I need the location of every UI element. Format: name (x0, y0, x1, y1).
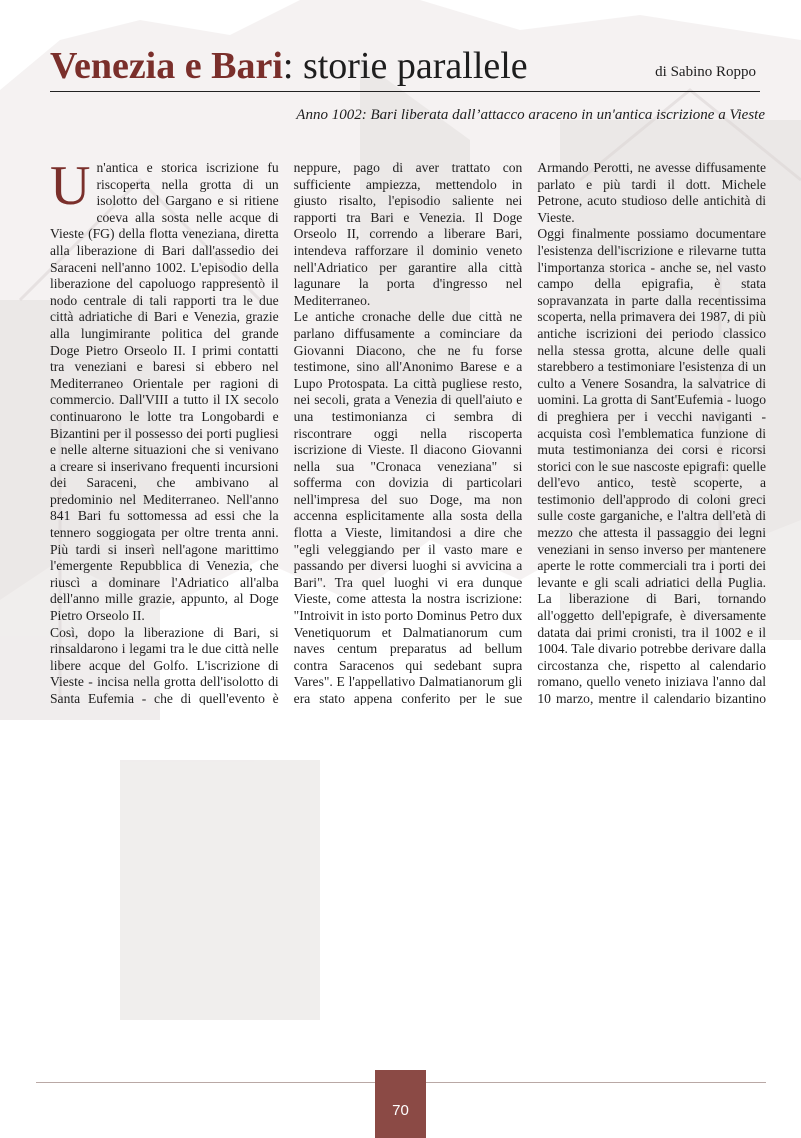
article-subtitle: Anno 1002: Bari liberata dall’attacco araceno in un'antica iscrizione a Vieste (296, 107, 765, 123)
page-number: 70 (392, 1101, 409, 1119)
paragraph: n'antica e storica iscrizione fu riscoperta nella grotta di un isolotto del Gargano e si ritiene coeva alla sosta nelle acque di Vieste (FG) della flotta veneziana, diretta alla liberazione di Bari dall'assedio dei Saraceni nell'anno 1002. L'episodio della liberazione del capoluogo rappresentò il nodo centrale di tali rapporti tra le due città adriatiche di Bari e Venezia, grazie alla lungimirante politica del grande Doge Pietro Orseolo II. I primi contatti tra veneziani e baresi si ebbero nel Mediterraneo Orientale per ragioni di commercio. Dall'VIII a tutto il IX secolo continuarono le lotte tra Longobardi e Bizantini per il possesso dei porti pugliesi e nelle alterne situazioni che si venivano a creare si inserivano frequenti incursioni dei Saraceni, che ambivano al predominio nel Mediterraneo. Nell'anno 841 Bari fu sottomessa ad essi che la tennero soggiogata per oltre trenta anni. Più tardi si inserì nell'agone marittimo l'emergente Repubblica di Venezia, che riuscì a dominare l'Adriatico all'alba dell'anno mille grazie, appunto, al Doge Pietro Orseolo II. (50, 160, 279, 624)
title-divider (50, 91, 760, 92)
paragraph: Le antiche cronache delle due città ne parlano diffusamente a cominciare da Giovanni Diacono, che ne fu forse testimone, sino all'Anonimo Barese e a Lupo Protospata. La città pugliese resto, nei secoli, grata a Venezia di quell'aiuto e una testimonianza ci sembra di riscontrare oggi nella riscoperta iscrizione di Vieste. Il diacono Giovanni nella sua "Cronaca veneziana" si sofferma con dovizia di particolari nell'impresa del suo Doge, ma non accenna esplicitamente alla sosta della flotta a Vieste, limitandosi a dire che "egli veleggiando per il vasto mare e passando per diversi luoghi si avvicina a Bari". Tra quel luoghi vi era dunque Vieste, come attesta la nostra iscrizione: "Introivit in isto porto Dominus Petro dux Venetiquorum et Dalmatianorum cum naves centum preparatus ad bellum contra Saracenos qui sedebant supra Vares". E l'appellativo Dalmatianorum gli era stato appena conferito per le sue (293, 309, 523, 705)
text-column-2 (294, 160, 523, 705)
article-body (50, 160, 766, 705)
paragraph: Oggi finalmente possiamo documentare l'esistenza dell'iscrizione e rilevarne tutta l'importanza storica - anche se, nel vasto campo della epigrafia, è stata sopravanzata in parte dalla recentissima scoperta, nella primavera dei 1987, di più antiche iscrizioni dei periodo classico nella stessa grotta, alcune delle quali starebbero a testimoniare l'esistenza di un culto a Venere Sosandra, la salvatrice di uomini. La grotta di Sant'Eufemia - luogo di preghiera per i vecchi naviganti - acquista così l'emblematica funzione di muta testimonianza dei corsi e ricorsi storici con le sue nascoste epigrafi: quelle dell'evo antico, testè scoperte, a testimonio dell'approdo di coloni greci sulle coste garganiche, e l'altra dell'età di mezzo che attesta il passaggio dei legni veneziani in senso inverso per mantenere aperte le rotte commerciali tra i porti dei levante e gli scali adriatici della Puglia. La liberazione di Bari, tornando all'oggetto dell'epigrafe, è diversamente datata dai primi cronisti, tra il 1002 e il 1004. Tale divario potrebbe derivare dalla circostanza che, rispetto al calendario romano, quello veneto iniziava l'anno dal 10 marzo, mentre il calendario bizantino (537, 226, 767, 705)
article-title (50, 40, 528, 92)
drop-cap: U (50, 160, 91, 217)
text-column-1 (50, 160, 279, 705)
article-title-highlight: Venezia e Bari (50, 45, 283, 87)
paragraph: Così, dopo la liberazione di Bari, si rinsaldarono i legami tra le due città nelle libere acque del Golfo. L'iscrizione di Vieste - incisa nella grotta dell'isolotto di Santa Eufemia - che di quell'evento è (50, 624, 279, 705)
article-header (50, 40, 760, 92)
text-column-3 (537, 160, 766, 705)
paragraph: Armando Perotti, ne avesse diffusamente parlato e più tardi il dott. Michele Petrone, acuto studioso delle antichità di Vieste. (537, 160, 767, 225)
paragraph: neppure, pago di aver trattato con sufficiente ampiezza, mettendolo in giusto risalto, l'episodio saliente nei rapporti tra Bari e Venezia. Il Doge Orseolo II, correndo a liberare Bari, intendeva rafforzare il dominio veneto nell'Adriatico per garantire alla città lagunare la porta d'ingresso nel Mediterraneo. (293, 160, 523, 308)
article-title-rest: : storie parallele (282, 45, 528, 87)
page-number-tab (375, 1070, 426, 1138)
author-byline: di Sabino Roppo (655, 64, 756, 80)
